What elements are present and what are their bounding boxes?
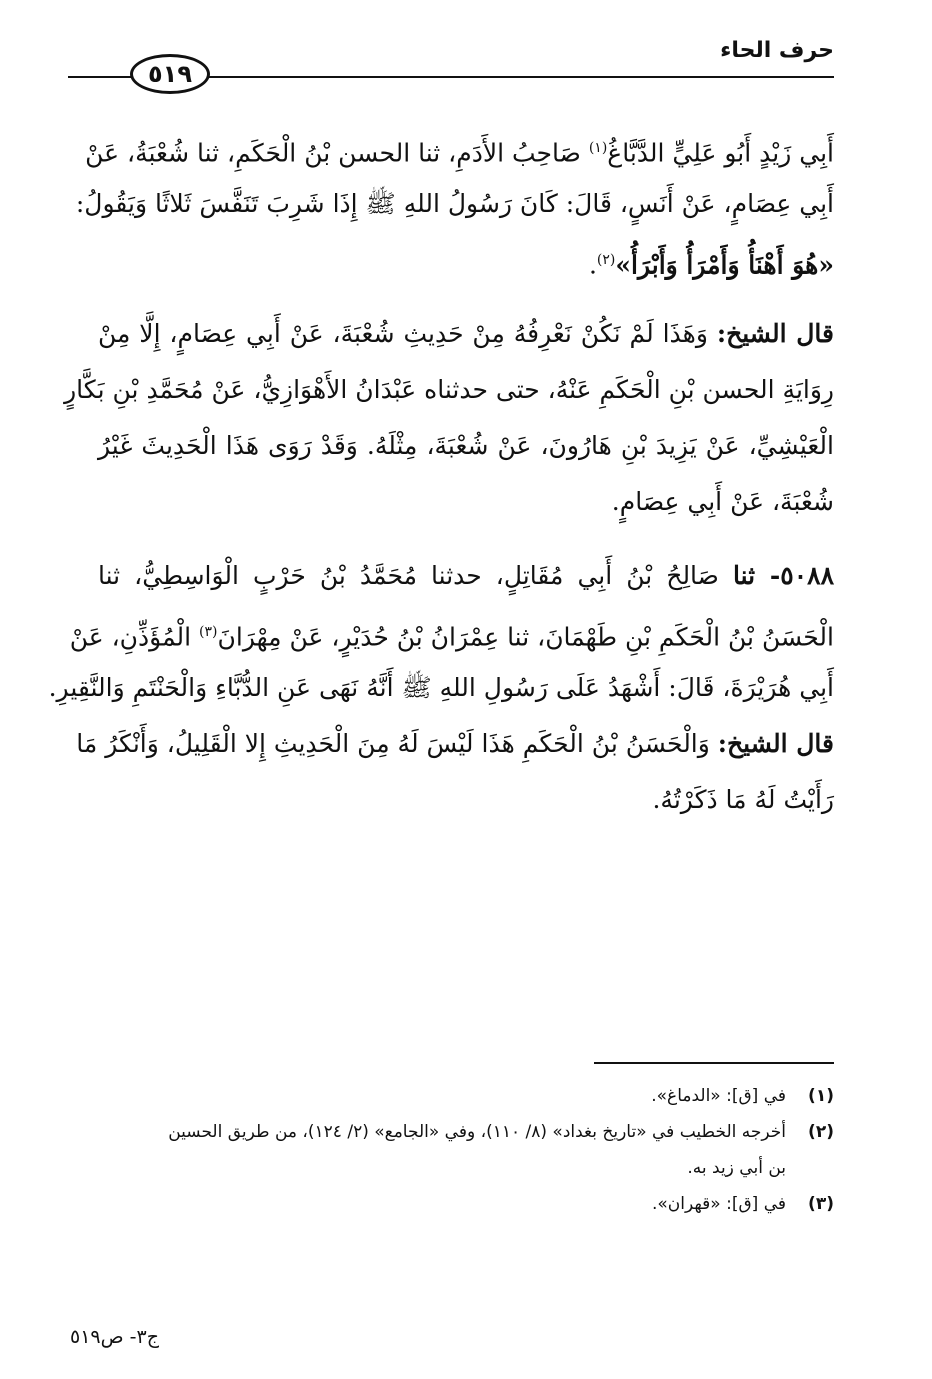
text-line: أَبِي عِصَامٍ، عَنْ أَنَسٍ، قَالَ: كَانَ رَسُولُ اللهِ ﷺ إِذَا شَرِبَ تَنَفَّسَ ثَلاثًا وَيَقُولُ: bbox=[75, 189, 834, 218]
text-line: الْعَيْشِيِّ، عَنْ يَزِيدَ بْنِ هَارُونَ، عَنْ شُعْبَةَ، مِثْلَهُ. وَقَدْ رَوَى هَذَا الْحَدِيثَ غَيْرُ bbox=[98, 431, 834, 460]
shaykh-label: قال الشيخ: bbox=[717, 729, 834, 758]
main-text bbox=[48, 120, 835, 828]
volume-page-reference: ج٣- ص٥١٩ bbox=[70, 1326, 159, 1348]
text-line: قال الشيخ: وَهَذَا لَمْ نَكُنْ نَعْرِفُهُ مِنْ حَدِيثِ شُعْبَةَ، عَنْ أَبِي عِصَامٍ، إِلَّا مِنْ bbox=[98, 319, 834, 348]
text-line: رِوَايَةِ الحسن بْنِ الْحَكَمِ عَنْهُ، حتى حدثناه عَبْدَانُ الأَهْوَازِيُّ، عَنْ مُحَمَّدِ بْنِ بَكَّارٍ bbox=[64, 375, 834, 404]
footnote-text: بن أبي زيد به. bbox=[687, 1158, 786, 1178]
text-line: أَبِي هُرَيْرَةَ، قَالَ: أَشْهَدُ عَلَى رَسُولِ اللهِ ﷺ أَنَّهُ نَهَى عَنِ الدُّبَّاءِ وَالْحَنْتَمِ وَالنَّقِيرِ. bbox=[48, 673, 834, 702]
footnote-1 bbox=[68, 1078, 834, 1114]
footnote-text: في [ق]: «قهران». bbox=[651, 1194, 786, 1214]
text-line: رَأَيْتُ لَهُ مَا ذَكَرْتُهُ. bbox=[652, 785, 834, 814]
footnote-number: (١) bbox=[808, 1086, 834, 1106]
footnote-text: في [ق]: «الدماغ». bbox=[651, 1086, 786, 1106]
footnote-ref: (١) bbox=[588, 140, 608, 156]
text-line: «هُوَ أَهْنَأُ وَأَمْرَأُ وَأَبْرَأُ»$^{(٢)}$. bbox=[588, 250, 834, 280]
paragraph-3 bbox=[48, 548, 835, 716]
paragraph-4 bbox=[76, 716, 834, 828]
hadith-number: ٥٠٨٨- bbox=[769, 561, 835, 590]
paragraph-1 bbox=[75, 120, 834, 288]
footnote-number: (٣) bbox=[808, 1194, 834, 1214]
footnote-text: أخرجه الخطيب في «تاريخ بغداد» (٨/ ١١٠)، وفي «الجامع» (٢/ ١٢٤)، من طريق الحسين bbox=[168, 1122, 786, 1142]
text-line: أَبِي زَيْدٍ أَبُو عَلِيٍّ الدَّبَّاغُ$^{(١)}$ صَاحِبُ الأَدَمِ، ثنا الحسن بْنُ الْحَكَمِ، ثنا شُعْبَةُ، عَنْ bbox=[85, 138, 834, 168]
footnote-rule bbox=[594, 1062, 834, 1064]
text-line: الْحَسَنُ بْنُ الْحَكَمِ بْنِ طَهْمَانَ، ثنا عِمْرَانُ بْنُ حُدَيْرٍ، عَنْ مِهْرَانَ$^{(٣)}$ الْمُؤَذِّنِ، عَنْ bbox=[69, 622, 834, 652]
chapter-title: حرف الحاء bbox=[720, 38, 834, 63]
footnote-3 bbox=[68, 1186, 834, 1222]
shaykh-label: قال الشيخ: bbox=[716, 319, 834, 348]
footnote-number: (٢) bbox=[808, 1122, 834, 1142]
footnotes bbox=[68, 1078, 834, 1222]
footnote-2 bbox=[68, 1114, 834, 1186]
text-line: ٥٠٨٨- ثنا صَالِحُ بْنُ أَبِي مُقَاتِلٍ، حدثنا مُحَمَّدُ بْنُ حَرْبٍ الْوَاسِطِيُّ، ثنا bbox=[98, 561, 835, 590]
footnote-ref: (٢) bbox=[596, 252, 616, 268]
page-number: ٥١٩ bbox=[130, 54, 210, 94]
footnote-ref: (٣) bbox=[199, 624, 218, 640]
paragraph-2 bbox=[64, 306, 834, 530]
text-line: قال الشيخ: وَالْحَسَنُ بْنُ الْحَكَمِ هَذَا لَيْسَ لَهُ مِنَ الْحَدِيثِ إِلا الْقَلِيلُ، وَأَنْكَرُ مَا bbox=[76, 729, 834, 758]
text-line: شُعْبَةَ، عَنْ أَبِي عِصَامٍ. bbox=[611, 487, 834, 516]
